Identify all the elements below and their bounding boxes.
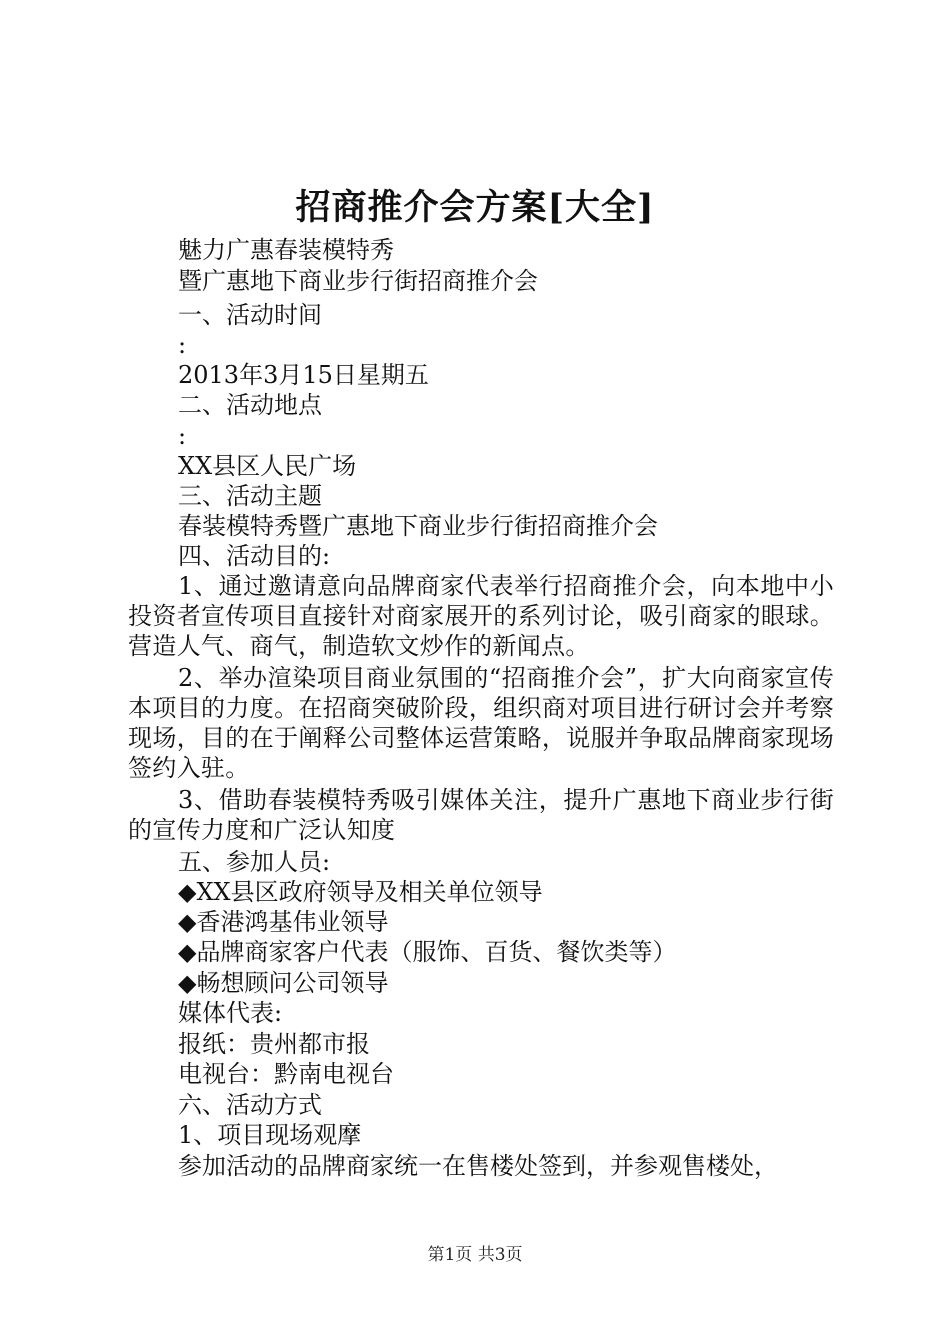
subtitle-line-1: 魅力广惠春装模特秀 [178, 236, 394, 264]
subtitle-line-2: 暨广惠地下商业步行街招商推介会 [178, 267, 538, 295]
heading-activity-theme: 三、活动主题 [178, 482, 322, 510]
participant-item: ◆畅想顾问公司领导 [178, 969, 389, 997]
participant-item: ◆香港鸿基伟业领导 [178, 908, 389, 936]
method-item-1: 1、项目现场观摩 [178, 1121, 362, 1149]
heading-activity-method: 六、活动方式 [178, 1091, 322, 1119]
participant-item: ◆品牌商家客户代表（服饰、百货、餐饮类等） [178, 938, 677, 966]
media-tv: 电视台：黔南电视台 [178, 1060, 394, 1088]
activity-location: XX县区人民广场 [178, 452, 357, 480]
media-heading: 媒体代表: [178, 999, 283, 1027]
colon-line: : [178, 331, 187, 359]
colon-line: : [178, 422, 187, 450]
method-paragraph: 参加活动的品牌商家统一在售楼处签到，并参观售楼处， [178, 1152, 778, 1180]
media-newspaper: 报纸：贵州都市报 [178, 1030, 370, 1058]
activity-date: 2013年3月15日星期五 [178, 361, 429, 389]
document-title: 招商推介会方案[大全] [295, 187, 655, 228]
purpose-paragraph-2: 2、举办渲染项目商业氛围的“招商推介会”，扩大向商家宣传本项目的力度。在招商突破阶段，组织商对项目进行研讨会并考察现场，目的在于阐释公司整体运营策略，说服并争取品牌商家现场签约入驻。 [128, 664, 834, 782]
heading-participants: 五、参加人员: [178, 848, 331, 876]
heading-activity-time: 一、活动时间 [178, 301, 322, 329]
heading-activity-purpose: 四、活动目的: [178, 542, 331, 570]
purpose-paragraph-1: 1、通过邀请意向品牌商家代表举行招商推介会，向本地中小投资者宣传项目直接针对商家展开的系列讨论，吸引商家的眼球。营造人气、商气，制造软文炒作的新闻点。 [128, 572, 834, 660]
participant-item: ◆XX县区政府领导及相关单位领导 [178, 878, 543, 906]
purpose-paragraph-3: 3、借助春装模特秀吸引媒体关注，提升广惠地下商业步行街的宣传力度和广泛认知度 [128, 786, 834, 844]
page-footer: 第1页 共3页 [427, 1245, 523, 1265]
heading-activity-location: 二、活动地点 [178, 391, 322, 419]
activity-theme: 春装模特秀暨广惠地下商业步行街招商推介会 [178, 512, 658, 540]
